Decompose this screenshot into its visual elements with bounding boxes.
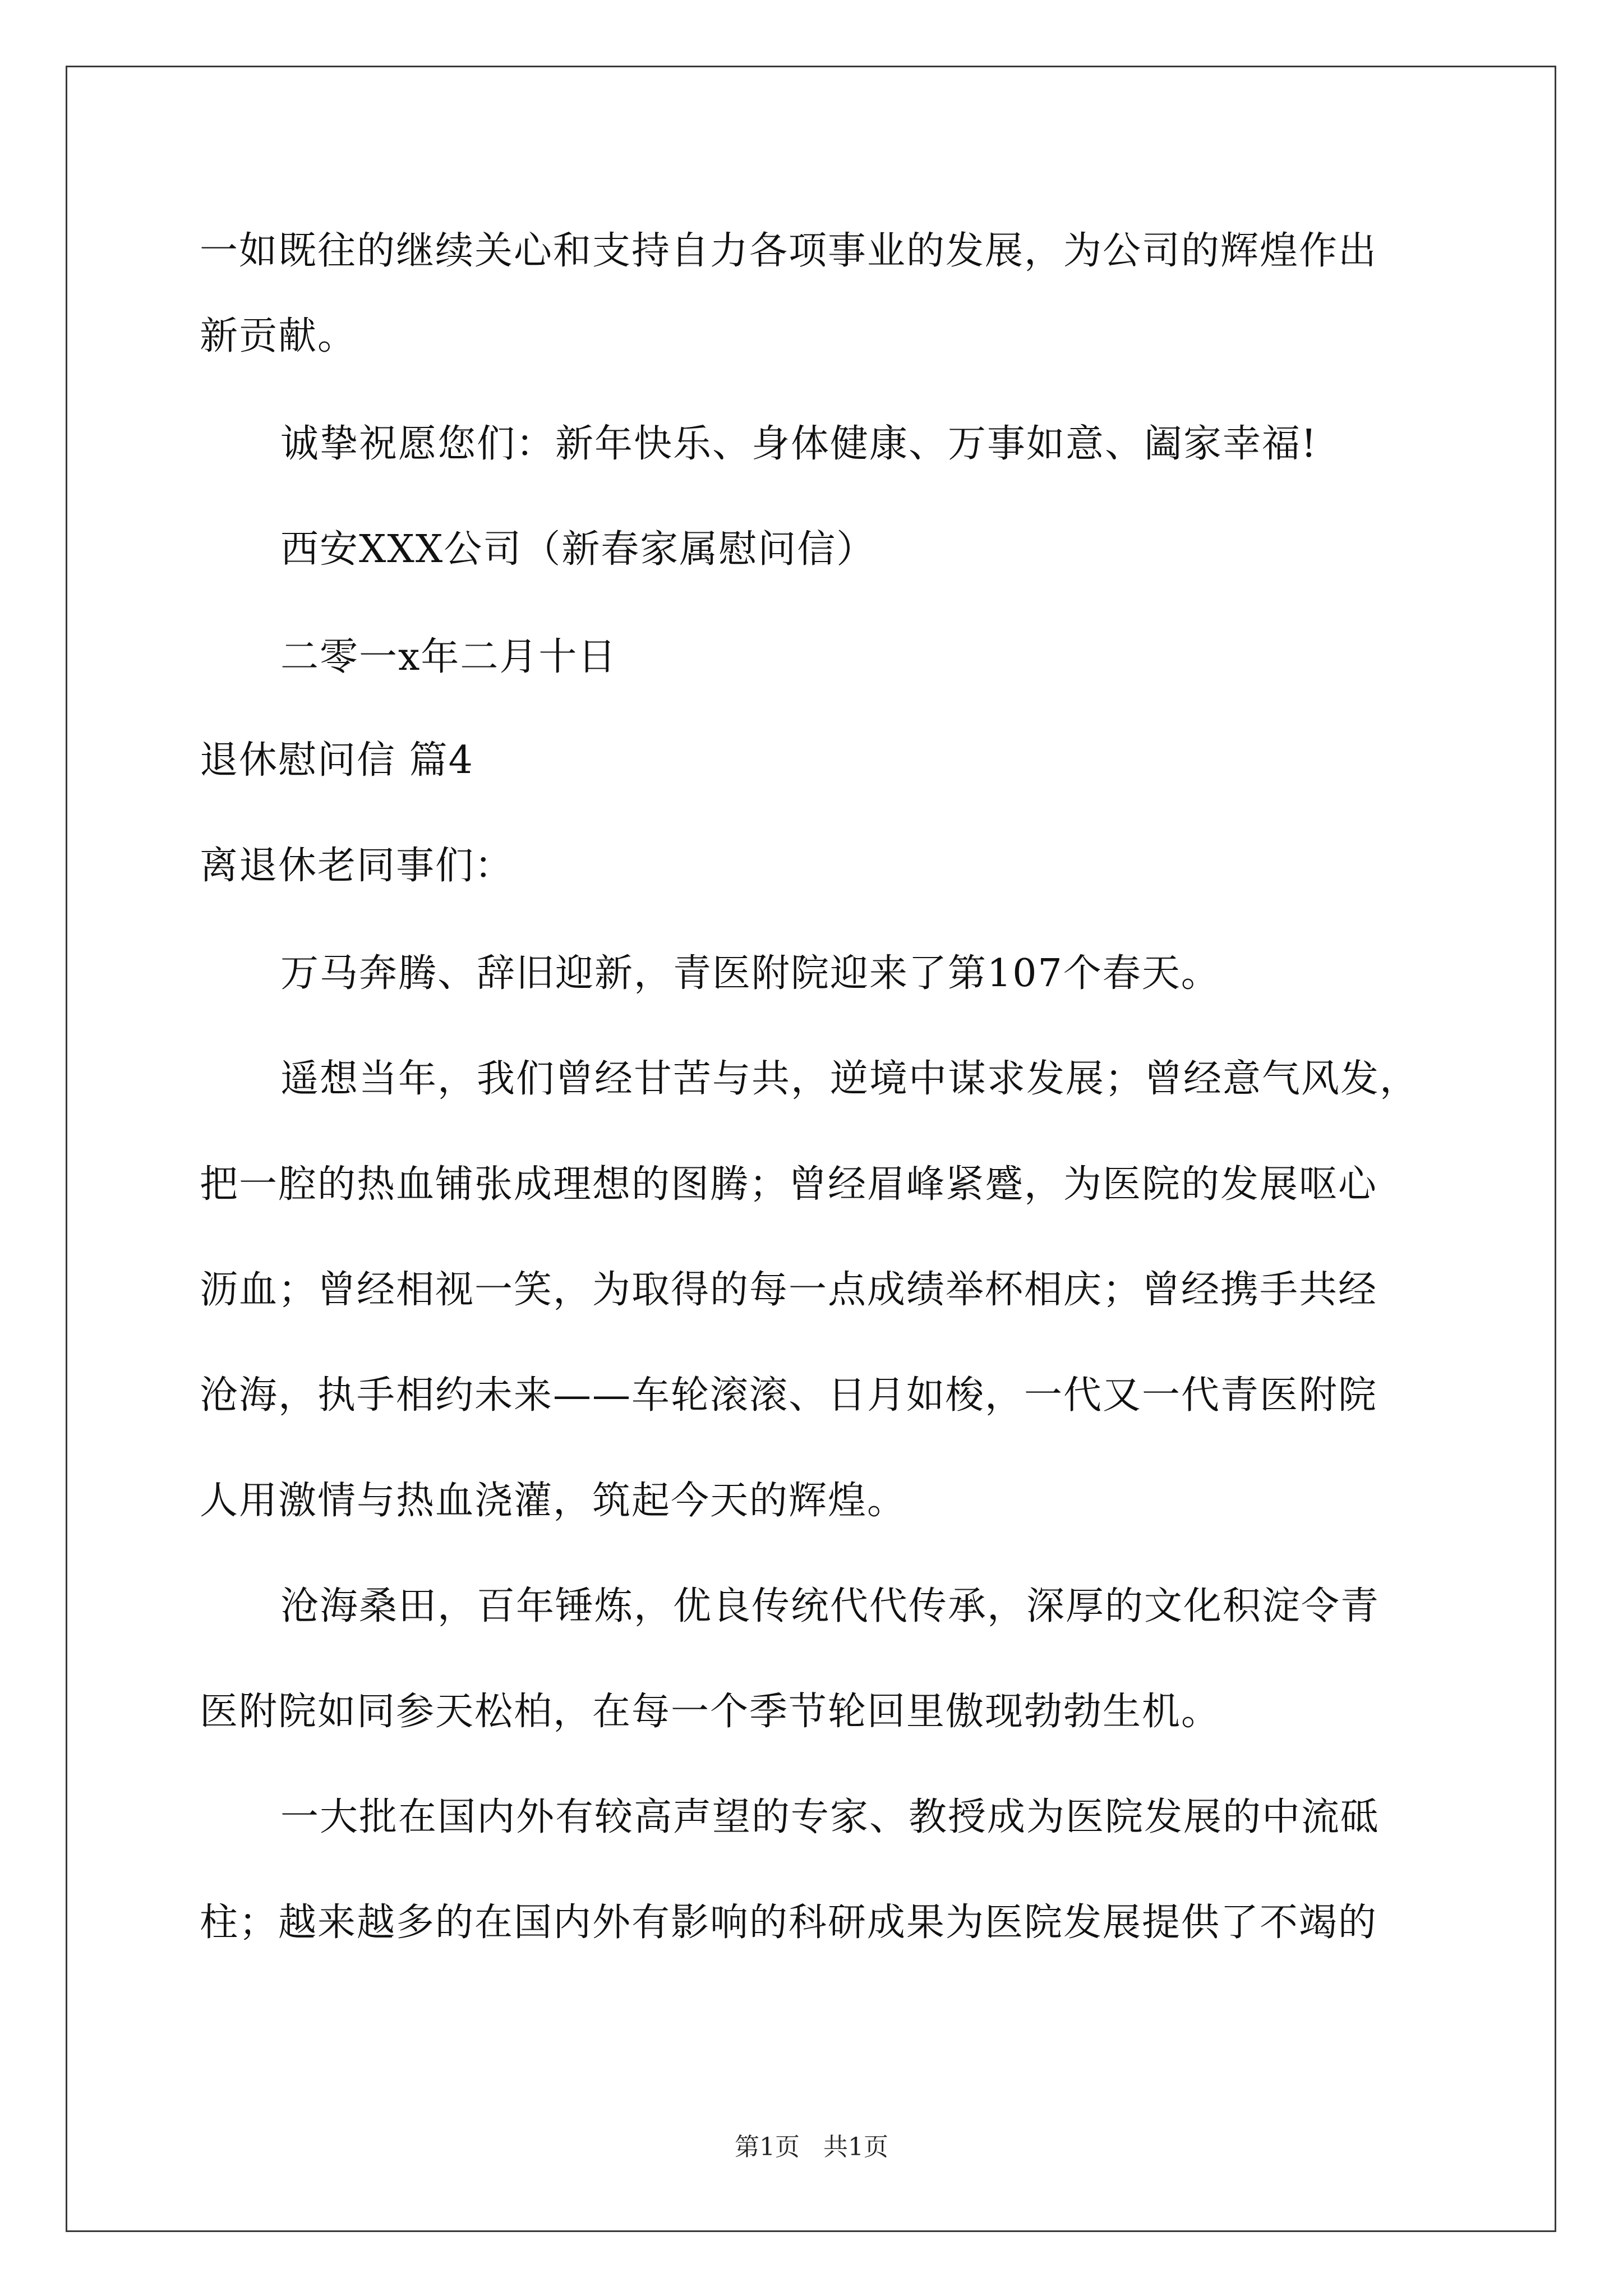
paragraph-line: 沥血；曾经相视一笑，为取得的每一点成绩举杯相庆；曾经携手共经 <box>200 1268 1378 1312</box>
paragraph-line: 新贡献。 <box>200 314 357 358</box>
paragraph-line: 一大批在国内外有较高声望的专家、教授成为医院发展的中流砥 <box>280 1795 1380 1839</box>
paragraph-line: 把一腔的热血铺张成理想的图腾；曾经眉峰紧蹙，为医院的发展呕心 <box>200 1162 1378 1207</box>
paragraph-line: 沧海桑田，百年锤炼，优良传统代代传承，深厚的文化积淀令青 <box>280 1584 1380 1628</box>
paragraph-line: 万马奔腾、辞旧迎新，青医附院迎来了第107个春天。 <box>280 951 1220 996</box>
signature-company: 西安XXX公司（新春家属慰问信） <box>280 527 876 572</box>
paragraph-line: 柱；越来越多的在国内外有影响的科研成果为医院发展提供了不竭的 <box>200 1901 1378 1945</box>
signature-date: 二零一x年二月十日 <box>280 635 617 679</box>
section-title: 退休慰问信 篇4 <box>200 738 474 783</box>
greeting-line: 诚挚祝愿您们：新年快乐、身体健康、万事如意、阖家幸福! <box>280 422 1318 466</box>
paragraph-line: 人用激情与热血浇灌，筑起今天的辉煌。 <box>200 1479 907 1523</box>
page-footer: 第1页 共1页 <box>735 2133 888 2161</box>
paragraph-line: 医附院如同参天松柏，在每一个季节轮回里傲现勃勃生机。 <box>200 1690 1221 1734</box>
paragraph-line: 沧海，执手相约未来——车轮滚滚、日月如梭，一代又一代青医附院 <box>200 1373 1378 1418</box>
paragraph-line: 一如既往的继续关心和支持自力各项事业的发展，为公司的辉煌作出 <box>200 229 1378 273</box>
salutation: 离退休老同事们： <box>200 844 514 888</box>
paragraph-line: 遥想当年，我们曾经甘苦与共，逆境中谋求发展；曾经意气风发， <box>280 1057 1419 1101</box>
